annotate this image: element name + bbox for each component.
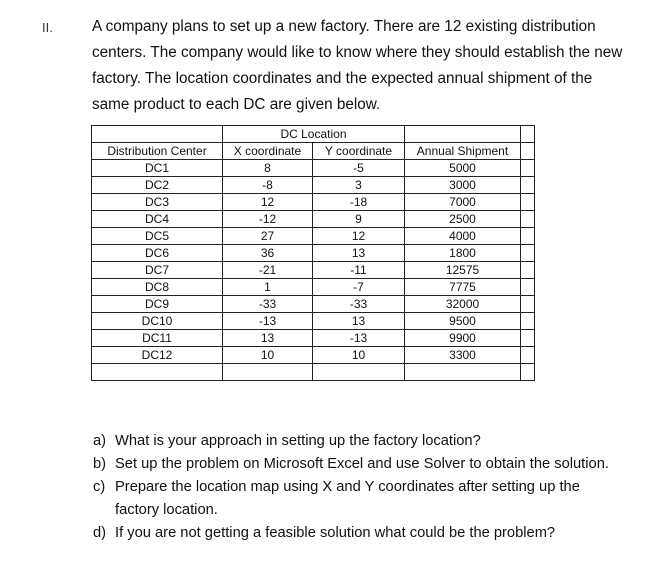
table-row [92, 245, 535, 262]
table-header-row [92, 143, 535, 160]
table-row [92, 194, 535, 211]
table-cell: 13 [313, 313, 405, 330]
table-row [92, 177, 535, 194]
table-cell: -5 [313, 160, 405, 177]
table-cell: DC10 [92, 313, 223, 330]
table-cell: 3 [313, 177, 405, 194]
table-cell: -11 [313, 262, 405, 279]
table-cell: DC8 [92, 279, 223, 296]
table-cell: 3000 [405, 177, 521, 194]
table-cell: -8 [223, 177, 313, 194]
table-cell: 5000 [405, 160, 521, 177]
question-marker: d) [93, 525, 107, 541]
question-list [93, 430, 613, 545]
table-cell: 1800 [405, 245, 521, 262]
table-cell: DC3 [92, 194, 223, 211]
question-text: What is your approach in setting up the factory location? [115, 433, 481, 449]
table-group-header-row [92, 126, 535, 143]
table-cell: DC5 [92, 228, 223, 245]
table-cell: -12 [223, 211, 313, 228]
table-cell: 12 [223, 194, 313, 211]
table-row [92, 228, 535, 245]
column-header: Y coordinate [313, 143, 405, 160]
problem-number: II. [42, 20, 53, 35]
question-item [93, 430, 613, 453]
dc-location-header: DC Location [223, 126, 405, 143]
question-text: Set up the problem on Microsoft Excel and use Solver to obtain the solution. [115, 456, 609, 472]
question-text: Prepare the location map using X and Y coordinates after setting up the factory location. [115, 479, 580, 518]
table-cell: -13 [313, 330, 405, 347]
table-cell: DC1 [92, 160, 223, 177]
table-row [92, 347, 535, 364]
table-cell: DC9 [92, 296, 223, 313]
table-cell: DC12 [92, 347, 223, 364]
question-item [93, 453, 613, 476]
column-header: Distribution Center [92, 143, 223, 160]
column-header: Annual Shipment [405, 143, 521, 160]
table-cell: -33 [313, 296, 405, 313]
table-cell: 12 [313, 228, 405, 245]
table-row [92, 279, 535, 296]
question-marker: b) [93, 456, 107, 472]
table-cell: -33 [223, 296, 313, 313]
table-cell: 4000 [405, 228, 521, 245]
problem-intro: A company plans to set up a new factory. There are 12 existing distribution centers. The company would like to know where they should establish the new factory. The location coordinates and the expected annual shipment of the same product to each DC are given below. [92, 18, 623, 113]
table-cell: DC7 [92, 262, 223, 279]
table-cell: 36 [223, 245, 313, 262]
table-cell: 2500 [405, 211, 521, 228]
table-row [92, 160, 535, 177]
table-row [92, 211, 535, 228]
column-header: X coordinate [223, 143, 313, 160]
table-cell: DC4 [92, 211, 223, 228]
question-marker: c) [93, 479, 106, 495]
table-cell: 7775 [405, 279, 521, 296]
table-cell: DC6 [92, 245, 223, 262]
table-cell: DC2 [92, 177, 223, 194]
table-cell: 9 [313, 211, 405, 228]
table-cell: 7000 [405, 194, 521, 211]
question-item [93, 522, 613, 545]
table-cell: DC11 [92, 330, 223, 347]
question-text: If you are not getting a feasible solution what could be the problem? [115, 525, 556, 541]
table-cell: 3300 [405, 347, 521, 364]
table-row [92, 296, 535, 313]
table-cell: 13 [223, 330, 313, 347]
table-row-empty [92, 364, 535, 381]
table-cell: -18 [313, 194, 405, 211]
table-cell: 9500 [405, 313, 521, 330]
table-cell: -7 [313, 279, 405, 296]
question-marker: a) [93, 433, 107, 449]
table-row [92, 262, 535, 279]
table-cell: 8 [223, 160, 313, 177]
table-cell: 12575 [405, 262, 521, 279]
dc-location-table [91, 125, 535, 381]
table-cell: -13 [223, 313, 313, 330]
question-item [93, 476, 613, 522]
table-cell: 1 [223, 279, 313, 296]
table-cell: -21 [223, 262, 313, 279]
table-cell: 27 [223, 228, 313, 245]
table-row [92, 330, 535, 347]
table-cell: 32000 [405, 296, 521, 313]
table-cell: 9900 [405, 330, 521, 347]
table-cell: 10 [313, 347, 405, 364]
table-cell: 10 [223, 347, 313, 364]
table-cell: 13 [313, 245, 405, 262]
table-row [92, 313, 535, 330]
